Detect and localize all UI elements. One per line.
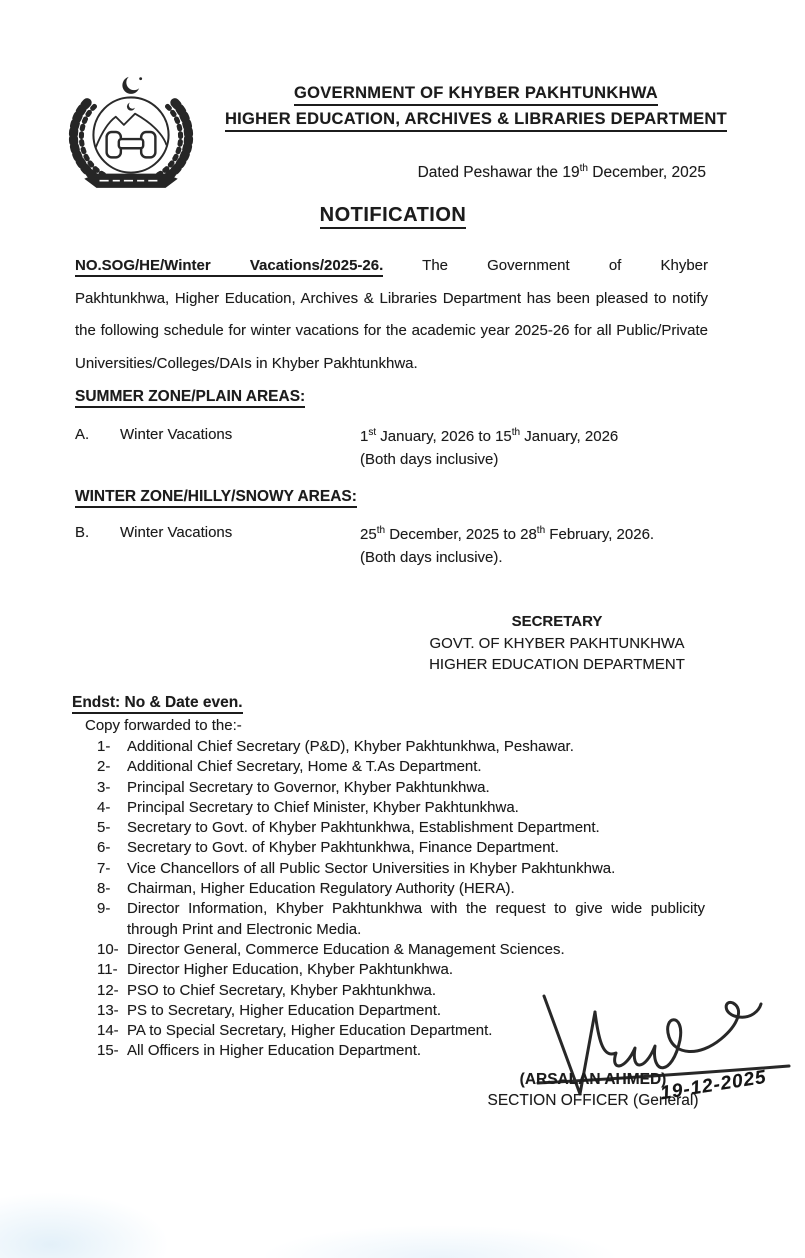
list-item [97,859,705,879]
crescent-icon [122,75,142,94]
list-item-number: 6- [97,839,111,857]
signatory-title: SECRETARY [511,613,603,630]
list-item-text: Additional Chief Secretary (P&D), Khyber Pakhtunkhwa, Peshawar. [127,738,574,755]
scan-smudge [0,1192,170,1258]
list-item-text: Secretary to Govt. of Khyber Pakhtunkhwa, Establishment Department. [127,819,600,837]
scan-smudge [260,1225,620,1258]
list-item-number: 8- [97,880,111,898]
list-item-number: 3- [97,778,111,796]
signatory-dept-line: HIGHER EDUCATION DEPARTMENT [429,656,685,673]
list-item-number: 11- [97,961,118,979]
list-item-number: 4- [97,798,111,816]
signatory-org-line: GOVT. OF KHYBER PAKHTUNKHWA [429,634,685,652]
row-dates: 1st January, 2026 to 15th January, 2026 (Both days inclusive) [360,426,708,471]
list-item [97,818,705,838]
list-item [97,798,705,818]
row-dates: 25th December, 2025 to 28th February, 2026. (Both days inclusive). [360,524,708,569]
officer-name: (ARSALAN AHMED) [519,1071,667,1088]
list-item-number: 1- [97,738,111,755]
page-title: NOTIFICATION [43,204,743,227]
list-item-text: PA to Special Secretary, Higher Education Department. [127,1022,493,1040]
list-item-number: 10- [97,940,119,958]
row-note: (Both days inclusive) [360,450,499,468]
list-item-text: Vice Chancellors of all Public Sector Universities in Khyber Pakhtunkhwa. [127,859,616,877]
notification-body [75,250,708,380]
list-item-text: Principal Secretary to Governor, Khyber Pakhtunkhwa. [127,778,490,796]
list-item-number: 12- [97,981,119,999]
list-item-number: 13- [97,1001,119,1019]
schedule-row-a [75,426,708,468]
reference-number: NO.SOG/HE/Winter Vacations/2025-26. [75,257,383,277]
distribution-list [97,737,705,1062]
list-item-text: Secretary to Govt. of Khyber Pakhtunkhwa, Finance Department. [127,839,559,857]
copy-forwarded-line: Copy forwarded to the:- [85,717,242,734]
header-org-block [180,84,772,136]
body-lead-text: The Government of Khyber [422,257,708,274]
list-item [97,940,705,960]
summer-zone-heading: SUMMER ZONE/PLAIN AREAS: [75,388,305,406]
list-item [97,1041,705,1061]
row-serial: A. [75,426,90,443]
list-item-number: 5- [97,819,111,837]
list-item [97,981,705,1001]
list-item-text: Director General, Commerce Education & Management Sciences. [127,940,565,958]
list-item-number: 7- [97,859,111,877]
list-item [97,960,705,980]
list-item [97,879,705,899]
list-item-text: PSO to Chief Secretary, Khyber Pakhtunkhwa. [127,981,437,999]
list-item-text: Additional Chief Secretary, Home & T.As Department. [127,758,482,776]
org-line-1: GOVERNMENT OF KHYBER PAKHTUNKHWA [294,84,658,106]
dated-line: Dated Peshawar the 19th December, 2025 [417,162,706,181]
list-item [97,737,705,757]
list-item-text: Principal Secretary to Chief Minister, Khyber Pakhtunkhwa. [127,798,519,816]
schedule-row-b [75,524,708,566]
list-item-text: All Officers in Higher Education Department. [127,1042,422,1060]
list-item-text: Director Information, Khyber Pakhtunkhwa with the request to give wide publicity through Print and Electronic Media. [127,900,705,938]
signatory-block [416,611,698,676]
endst-heading: Endst: No & Date even. [72,694,243,712]
handwritten-date: 19-12-2025 [658,1066,769,1105]
officer-designation: SECTION OFFICER (General) [487,1092,699,1109]
list-item [97,1001,705,1021]
body-first-line [75,250,708,283]
list-item-text: Chairman, Higher Education Regulatory Authority (HERA). [127,880,515,898]
winter-zone-heading: WINTER ZONE/HILLY/SNOWY AREAS: [75,488,357,506]
list-item-number: 2- [97,758,111,776]
list-item [97,778,705,798]
list-item-text: Director Higher Education, Khyber Pakhtunkhwa. [127,961,454,979]
list-item-text: PS to Secretary, Higher Education Department. [127,1001,442,1019]
list-item [97,899,705,940]
list-item [97,1021,705,1041]
list-item [97,757,705,777]
list-item-number: 9- [97,900,111,918]
list-item [97,838,705,858]
org-line-2: HIGHER EDUCATION, ARCHIVES & LIBRARIES DEPARTMENT [225,110,727,132]
row-note: (Both days inclusive). [360,548,503,566]
body-rest-text: Pakhtunkhwa, Higher Education, Archives & Libraries Department has been pleased to notify the following schedule for winter vacations for the academic year 2025-26 for all Public/Private Universities/Colleges/DAIs in Khyber Pakhtunkhwa. [75,289,708,372]
row-label: Winter Vacations [120,524,233,541]
list-item-number: 15- [97,1042,119,1060]
list-item-number: 14- [97,1022,119,1040]
row-serial: B. [75,524,90,541]
row-label: Winter Vacations [120,426,233,443]
